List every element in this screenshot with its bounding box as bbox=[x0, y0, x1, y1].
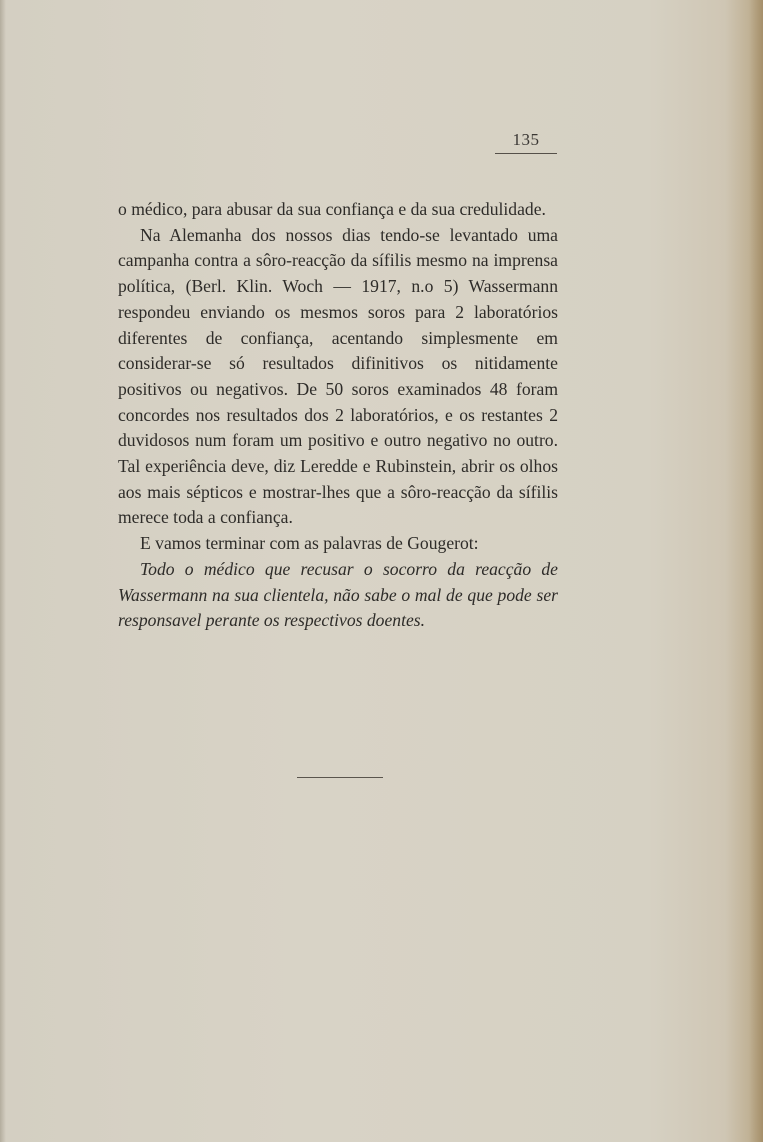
section-end-rule bbox=[297, 777, 383, 778]
paragraph-gougerot-quote: Todo o médico que recusar o socorro da reacção de Wassermann na sua clientela, não sabe o mal de que pode ser responsavel perante os respectivos doentes. bbox=[118, 558, 558, 631]
paragraph-continuation: o médico, para abusar da sua confiança e da sua credulidade. bbox=[118, 199, 546, 219]
body-text bbox=[118, 197, 558, 634]
paragraph-wassermann-campaign: Na Alemanha dos nossos dias tendo-se levantado uma campanha contra a sôro-reacção da sífilis mesmo na imprensa política, (Berl. Klin. Woch — 1917, n.o 5) Wassermann respondeu enviando os mesmos soros para 2 laboratórios diferentes de confiança, acentando simplesmente em considerar-se só resultados difinitivos os nitidamente positivos ou negativos. De 50 soros examinados 48 foram concordes nos resultados dos 2 laboratórios, e os restantes 2 duvidosos num foram um positivo e outro negativo no outro. Tal experiência deve, diz Leredde e Rubinstein, abrir os olhos aos mais sépticos e mostrar-lhes que a sôro-reacção da sífilis merece toda a confiança. bbox=[118, 224, 558, 528]
page-number: 135 bbox=[495, 130, 557, 154]
binding-shadow bbox=[0, 0, 6, 1142]
paragraph-gougerot-intro: E vamos terminar com as palavras de Gougerot: bbox=[140, 533, 479, 554]
